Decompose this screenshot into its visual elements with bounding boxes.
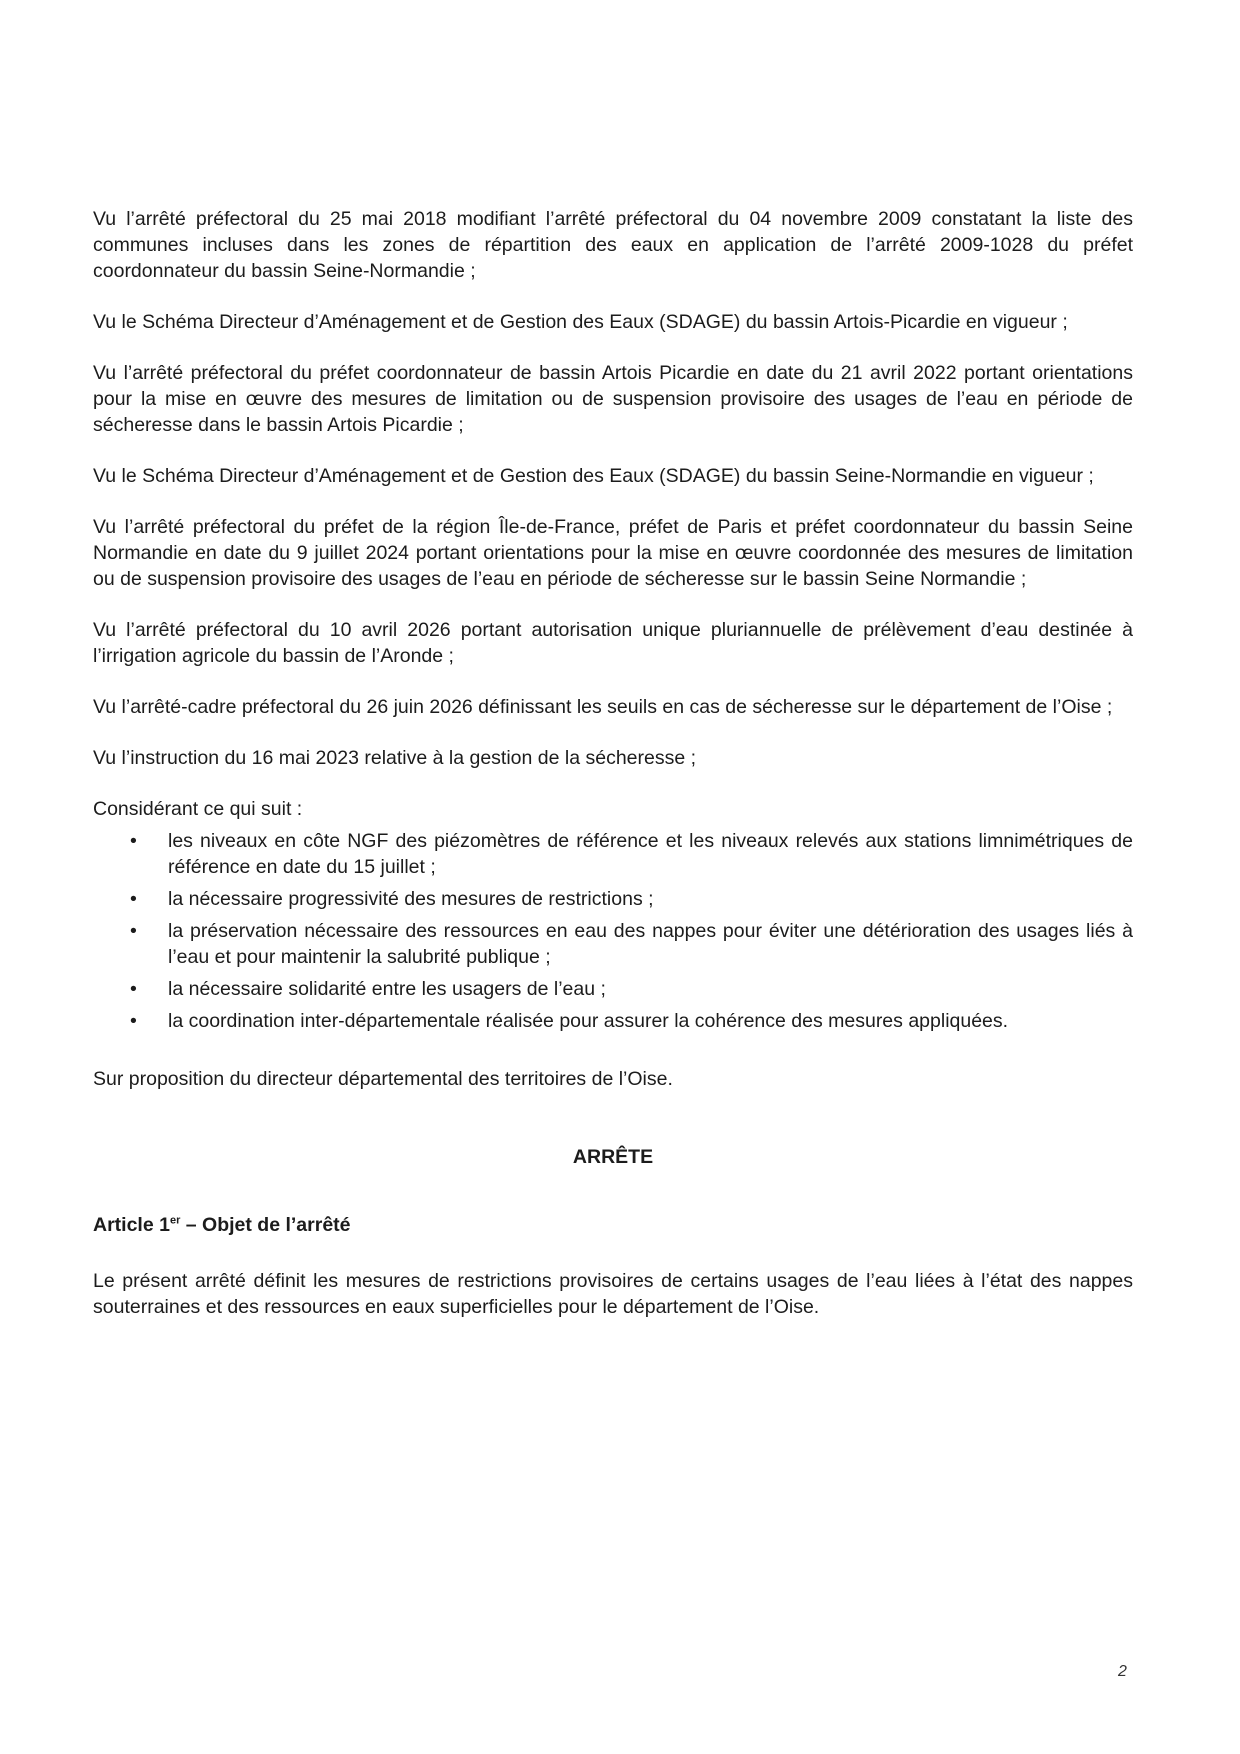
- vu-paragraph-3: Vu l’arrêté préfectoral du préfet coordonnateur de bassin Artois Picardie en date du 21 avril 2022 portant orientations pour la mise en œuvre des mesures de limitation ou de suspension provisoire des usages de l’eau en période de sécheresse dans le bassin Artois Picardie ;: [93, 362, 1133, 436]
- considerant-item: [93, 886, 1133, 912]
- considerant-label: Considérant ce qui suit :: [93, 798, 303, 820]
- considerant-item-text: les niveaux en côte NGF des piézomètres de référence et les niveaux relevés aux stations limnimétriques de référence en date du 15 juillet ;: [168, 830, 1133, 878]
- considerant-item-text: la préservation nécessaire des ressources en eau des nappes pour éviter une détérioration des usages liés à l’eau et pour maintenir la salubrité publique ;: [168, 920, 1133, 968]
- article-1-body: Le présent arrêté définit les mesures de restrictions provisoires de certains usages de l’eau liées à l’état des nappes souterraines et des ressources en eaux superficielles pour le département de l’Oise.: [93, 1270, 1133, 1318]
- arrete-heading: ARRÊTE: [572, 1146, 654, 1168]
- vu-paragraph-6: Vu l’arrêté préfectoral du 10 avril 2026 portant autorisation unique pluriannuelle de prélèvement d’eau destinée à l’irrigation agricole du bassin de l’Aronde ;: [93, 619, 1133, 667]
- considerant-item-text: la nécessaire progressivité des mesures de restrictions ;: [168, 888, 654, 910]
- vu-paragraph-2: Vu le Schéma Directeur d’Aménagement et de Gestion des Eaux (SDAGE) du bassin Artois-Picardie en vigueur ;: [93, 311, 1068, 333]
- page-number: 2: [1118, 1663, 1127, 1680]
- article-1-heading: [93, 1212, 1133, 1238]
- vu-paragraph-7: Vu l’arrêté-cadre préfectoral du 26 juin 2026 définissant les seuils en cas de sécheresse sur le département de l’Oise ;: [93, 696, 1113, 718]
- article-1-prefix: Article 1: [93, 1214, 170, 1236]
- considerant-list: [93, 828, 1133, 1034]
- considerant-item: [93, 1008, 1133, 1034]
- vu-paragraph-4: Vu le Schéma Directeur d’Aménagement et de Gestion des Eaux (SDAGE) du bassin Seine-Normandie en vigueur ;: [93, 465, 1094, 487]
- considerant-item: [93, 918, 1133, 970]
- sur-proposition: Sur proposition du directeur départemental des territoires de l’Oise.: [93, 1068, 673, 1090]
- bullet-icon: •: [130, 920, 137, 942]
- considerant-item-text: la coordination inter-départementale réalisée pour assurer la cohérence des mesures appliquées.: [168, 1010, 1009, 1032]
- article-1-title: – Objet de l’arrêté: [180, 1214, 351, 1236]
- bullet-icon: •: [130, 830, 137, 852]
- article-1-sup: er: [169, 1214, 181, 1227]
- document-page: [93, 206, 1133, 1345]
- vu-paragraph-5: Vu l’arrêté préfectoral du préfet de la région Île-de-France, préfet de Paris et préfet coordonnateur du bassin Seine Normandie en date du 9 juillet 2024 portant orientations pour la mise en œuvre coordonnée des mesures de limitation ou de suspension provisoire des usages de l’eau en période de sécheresse sur le bassin Seine Normandie ;: [93, 516, 1133, 590]
- vu-paragraph-8: Vu l’instruction du 16 mai 2023 relative à la gestion de la sécheresse ;: [93, 747, 697, 769]
- considerant-item: [93, 976, 1133, 1002]
- bullet-icon: •: [130, 1010, 137, 1032]
- considerant-item: [93, 828, 1133, 880]
- bullet-icon: •: [130, 978, 137, 1000]
- bullet-icon: •: [130, 888, 137, 910]
- vu-paragraph-1: Vu l’arrêté préfectoral du 25 mai 2018 modifiant l’arrêté préfectoral du 04 novembre 2009 constatant la liste des communes incluses dans les zones de répartition des eaux en application de l’arrêté 2009-1028 du préfet coordonnateur du bassin Seine-Normandie ;: [93, 208, 1133, 282]
- considerant-item-text: la nécessaire solidarité entre les usagers de l’eau ;: [168, 978, 606, 1000]
